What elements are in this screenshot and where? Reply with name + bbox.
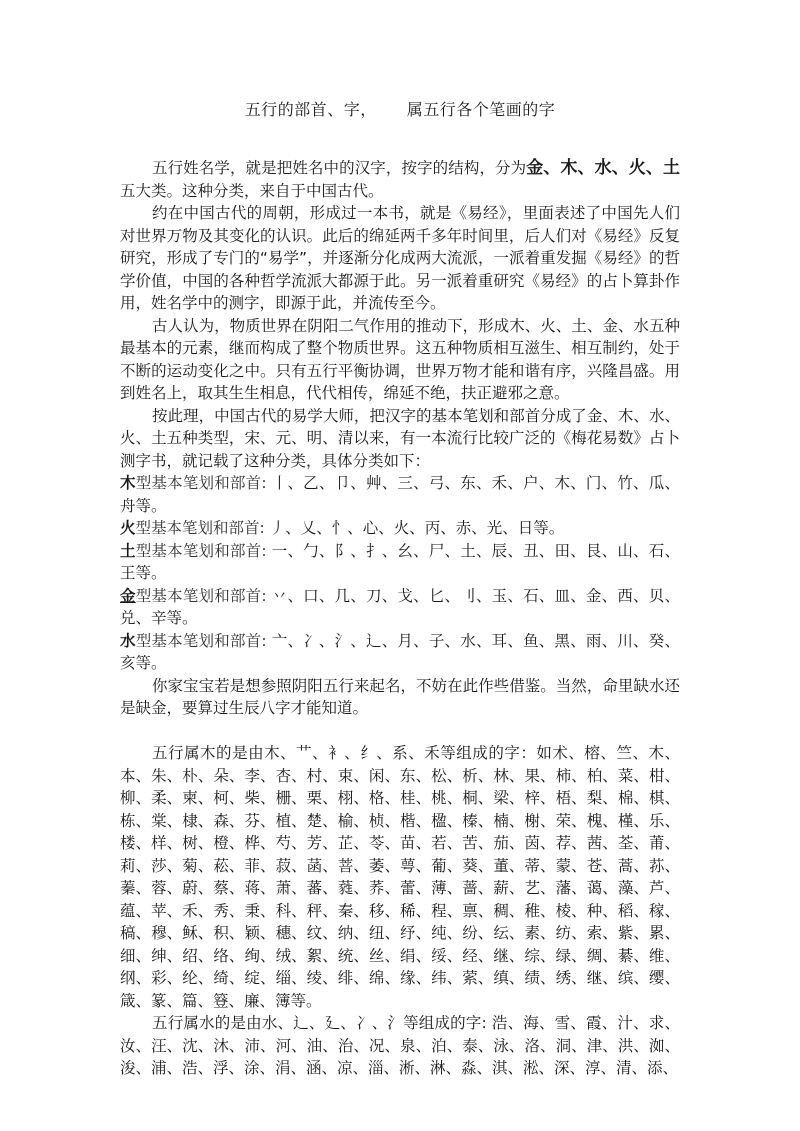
five-elements: 金、木、水、火、土 <box>526 158 680 178</box>
document-body <box>120 157 680 1080</box>
water-lead: 水 <box>120 631 136 650</box>
page-title <box>0 97 800 120</box>
title-left: 五行的部首、字， <box>244 100 377 119</box>
earth-type-line <box>120 540 680 585</box>
intro-tail: 五大类。这种分类，来自于中国古代。 <box>120 181 384 200</box>
earth-chars: 一、勹、阝、扌、幺、尸、土、辰、丑、田、艮、山、石、王等。 <box>120 541 680 582</box>
zhou-dynasty-paragraph: 约在中国古代的周朝，形成过一本书，就是《易经》，里面表述了中国先人们对世界万物及其变化的认识。此后的绵延两千多年时间里，后人们对《易经》反复研究，形成了专门的“易学”，并逐渐分化成两大流派，一派着重发掘《易经》的哲学价值，中国的各种哲学流派大都源于此。另一派着重研究《易经》的占卜算卦作用，姓名学中的测字，即源于此，并流传至今。 <box>120 204 680 312</box>
water-type-line <box>120 630 680 675</box>
wood-label: 型基本笔划和部首: <box>135 474 267 492</box>
metal-type-line <box>120 585 680 630</box>
earth-label: 型基本笔划和部首: <box>135 541 267 560</box>
metal-label: 型基本笔划和部首: <box>135 586 267 605</box>
metal-chars: 丷、口、几、刀、戈、匕、刂、玉、石、皿、金、西、贝、兑、辛等。 <box>120 586 680 627</box>
title-right: 属五行各个笔画的字 <box>406 100 556 119</box>
wood-characters-paragraph: 五行属木的是由木、艹、衤、纟、系、禾等组成的字：如术、榕、竺、木、本、朱、朴、朵、李、杏、村、束、闲、东、松、析、林、果、柿、柏、菜、柑、柳、柔、柬、柯、柴、栅、栗、栩、格、桂、桃、桐、梁、梓、梧、梨、棉、棋、栋、棠、棣、森、芬、植、楚、榆、桢、楷、楹、榛、楠、榭、荣、槐、槿、乐、楼、样、树、橙、桦、芍、芳、芷、苓、苗、若、苦、茄、茵、荐、茜、荃、莆、莉、莎、菊、菘、菲、菽、菡、菩、萎、萼、葡、葵、董、蒂、蒙、苍、蒿、荪、蓁、蓉、蔚、蔡、蒋、萧、蕃、蕤、荞、蕾、薄、蔷、薪、艺、藩、蔼、藻、芦、蕴、苹、禾、秀、秉、科、秤、秦、移、稀、程、禀、稠、稚、棱、种、稻、稼、稿、穆、稣、积、颖、穗、纹、纳、纽、纾、纯、纷、纭、素、纺、索、紫、累、细、绅、绍、络、绚、绒、絮、统、丝、绢、绥、经、继、综、绿、绸、綦、维、纲、彩、纶、绮、绽、缁、绫、绯、绵、缘、纬、萦、缜、绩、绣、继、缤、缨、箴、篆、篇、簦、廉、簿等。 <box>120 744 680 1010</box>
classification-paragraph: 按此理，中国古代的易学大师，把汉字的基本笔划和部首分成了金、木、水、火、土五种类型，宋、元、明、清以来，有一本流行比较广泛的《梅花易数》占卜测字书，就记载了这种分类，具体分类如下： <box>120 406 680 470</box>
wood-type-line <box>120 472 680 517</box>
ancients-paragraph: 古人认为，物质世界在阴阳二气作用的推动下，形成木、火、土、金、水五种最基本的元素，继而构成了整个物质世界。这五种物质相互滋生、相互制约，处于不断的运动变化之中。只有五行平衡协调，世界万物才能和谐有序，兴隆昌盛。用到姓名上，取其生生相息，代代相传，绵延不绝，扶正避邪之意。 <box>120 316 680 402</box>
fire-type-line <box>120 517 680 540</box>
advice-paragraph: 你家宝宝若是想参照阴阳五行来起名，不妨在此作些借鉴。当然，命里缺水还是缺金，要算过生辰八字才能知道。 <box>120 676 680 717</box>
intro-paragraph <box>120 157 680 202</box>
water-characters-paragraph: 五行属水的是由水、辶、廴、冫、氵等组成的字: 浩、海、雪、霞、汁、求、汝、汪、沈、沐、沛、河、油、治、况、泉、泊、泰、泳、洛、洞、津、洪、洳、浚、浦、浩、浮、涂、涓、涵、凉、淄、淅、淋、淼、淇、淞、深、淳、清、添、 <box>120 1014 680 1077</box>
earth-lead: 土 <box>120 541 136 560</box>
intro-text: 五行姓名学，就是把姓名中的汉字，按字的结构，分为 <box>152 159 527 177</box>
water-chars: 亠、冫、氵、辶、月、子、水、耳、鱼、黑、雨、川、癸、亥等。 <box>120 631 680 672</box>
water-label: 型基本笔划和部首: <box>135 631 267 650</box>
wood-lead: 木 <box>120 474 136 492</box>
metal-lead: 金 <box>120 586 136 605</box>
wood-chars: 丨、乙、卩、艸、三、弓、东、禾、户、木、门、竹、瓜、舟等。 <box>120 474 680 515</box>
fire-chars: 丿、乂、忄、心、火、丙、赤、光、日等。 <box>269 519 565 537</box>
blank-line <box>120 720 680 743</box>
fire-label: 型基本笔划和部首: <box>135 519 265 537</box>
fire-lead: 火 <box>120 519 136 537</box>
